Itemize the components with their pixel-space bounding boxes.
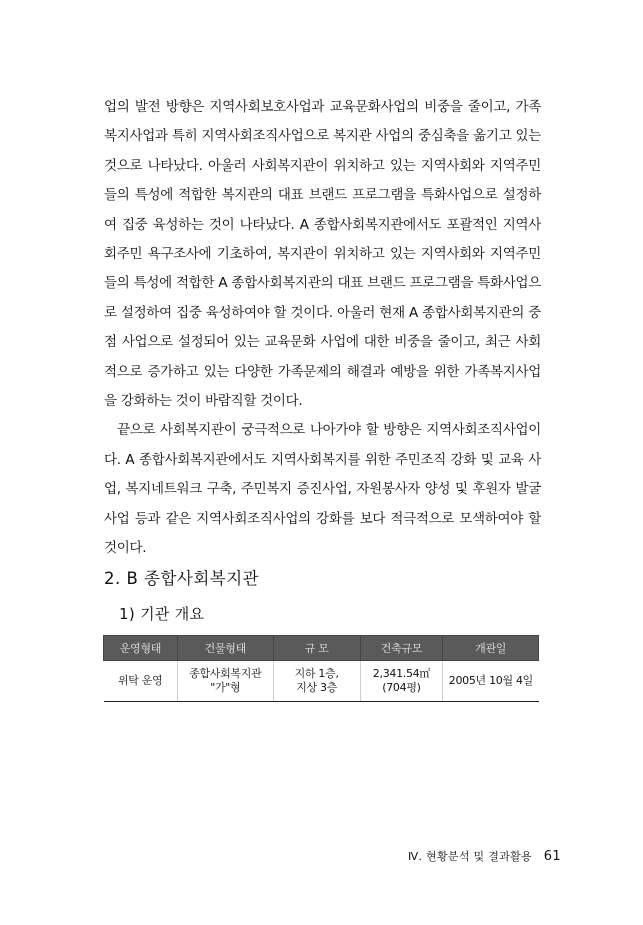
cell-building-type: [177, 661, 273, 702]
cell-operation: 위탁 운영: [104, 661, 178, 702]
body-text: [104, 93, 541, 564]
column-header: 운영형태: [104, 636, 178, 661]
column-header: 건물형태: [177, 636, 273, 661]
cell-line: 종합사회복지관: [189, 667, 262, 680]
page-number: 61: [543, 849, 561, 864]
page-footer: [408, 848, 561, 864]
institution-overview-table: [103, 635, 539, 702]
cell-building-area: [360, 661, 443, 702]
cell-line: 지상 3층: [296, 681, 338, 694]
cell-line: 2,341.54㎡: [372, 667, 431, 680]
column-header: 건축규모: [360, 636, 443, 661]
footer-chapter: Ⅳ. 현황분석 및 결과활용: [408, 850, 532, 863]
cell-opening-date: 2005년 10월 4일: [443, 661, 539, 702]
cell-line: "가"형: [210, 681, 241, 694]
paragraph: 끝으로 사회복지관이 궁극적으로 나아가야 할 방향은 지역사회조직사업이다. A 종합사회복지관에서도 지역사회복지를 위한 주민조직 강화 및 교육 사업, 복지네트워크 구축, 주민복지 증진사업, 자원봉사자 양성 및 후원자 발굴사업 등과 같은 지역사회조직사업의 강화를 보다 적극적으로 모색하여야 할 것이다.: [104, 422, 541, 557]
section-heading: 2. B 종합사회복지관: [104, 569, 260, 588]
cell-line: (704평): [382, 681, 421, 694]
table-row: [104, 661, 539, 702]
sub-heading: 1) 기관 개요: [119, 605, 205, 623]
cell-scale: [273, 661, 360, 702]
paragraph: 업의 발전 방향은 지역사회보호사업과 교육문화사업의 비중을 줄이고, 가족복지사업과 특히 지역사회조직사업으로 복지관 사업의 중심축을 옮기고 있는 것으로 나타났다. 아울러 사회복지관이 위치하고 있는 지역사회와 지역주민들의 특성에 적합한 복지관의 대표 브랜드 프로그램을 특화사업으로 설정하여 집중 육성하는 것이 나타났다. A 종합사회복지관에서도 포괄적인 지역사회주민 욕구조사에 기초하여, 복지관이 위치하고 있는 지역사회와 지역주민들의 특성에 적합한 A 종합사회복지관의 대표 브랜드 프로그램을 특화사업으로 설정하여 집중 육성하여야 할 것이다. 아울러 현재 A 종합사회복지관의 중점 사업으로 설정되어 있는 교육문화 사업에 대한 비중을 줄이고, 최근 사회적으로 증가하고 있는 다양한 가족문제의 해결과 예방을 위한 가족복지사업을 강화하는 것이 바람직할 것이다.: [104, 99, 541, 410]
column-header: 규 모: [273, 636, 360, 661]
cell-line: 지하 1층,: [294, 667, 339, 680]
table-header-row: [104, 636, 539, 661]
column-header: 개관일: [443, 636, 539, 661]
